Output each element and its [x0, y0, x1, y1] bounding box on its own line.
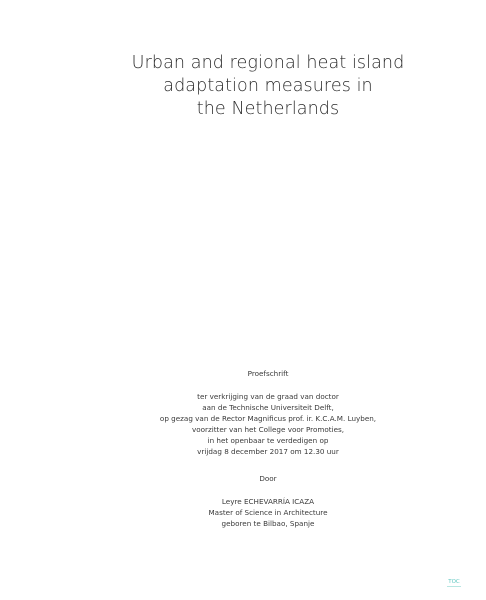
- door-label: Door: [259, 474, 277, 483]
- thesis-title: [0, 52, 486, 121]
- document-type: [0, 368, 486, 379]
- door-block: [0, 473, 486, 484]
- degree-statement: [0, 391, 486, 457]
- toc-label: TOC: [448, 579, 460, 585]
- proefschrift-label: Proefschrift: [247, 369, 289, 378]
- degree-line-1: ter verkrijging van de graad van doctor: [197, 392, 339, 401]
- degree-line-4: voorzitter van het College voor Promoties,: [191, 425, 345, 434]
- degree-line-2: aan de Technische Universiteit Delft,: [202, 403, 334, 412]
- title-line-3: the Netherlands: [196, 99, 340, 119]
- degree-line-5: in het openbaar te verdedigen op: [207, 436, 329, 445]
- author-degree: Master of Science in Architecture: [208, 508, 328, 517]
- author-block: [0, 496, 486, 529]
- title-line-2: adaptation measures in: [163, 76, 373, 96]
- degree-line-3: op gezag van de Rector Magnificus prof. ir. K.C.A.M. Luyben,: [159, 414, 377, 423]
- degree-line-6: vrijdag 8 december 2017 om 12.30 uur: [197, 447, 339, 456]
- author-name: Leyre ECHEVARRÍA ICAZA: [221, 497, 315, 506]
- title-line-1: Urban and regional heat island: [131, 53, 405, 73]
- toc-link[interactable]: [447, 579, 461, 587]
- author-birthplace: geboren te Bilbao, Spanje: [221, 519, 315, 528]
- toc-underline: [447, 586, 461, 587]
